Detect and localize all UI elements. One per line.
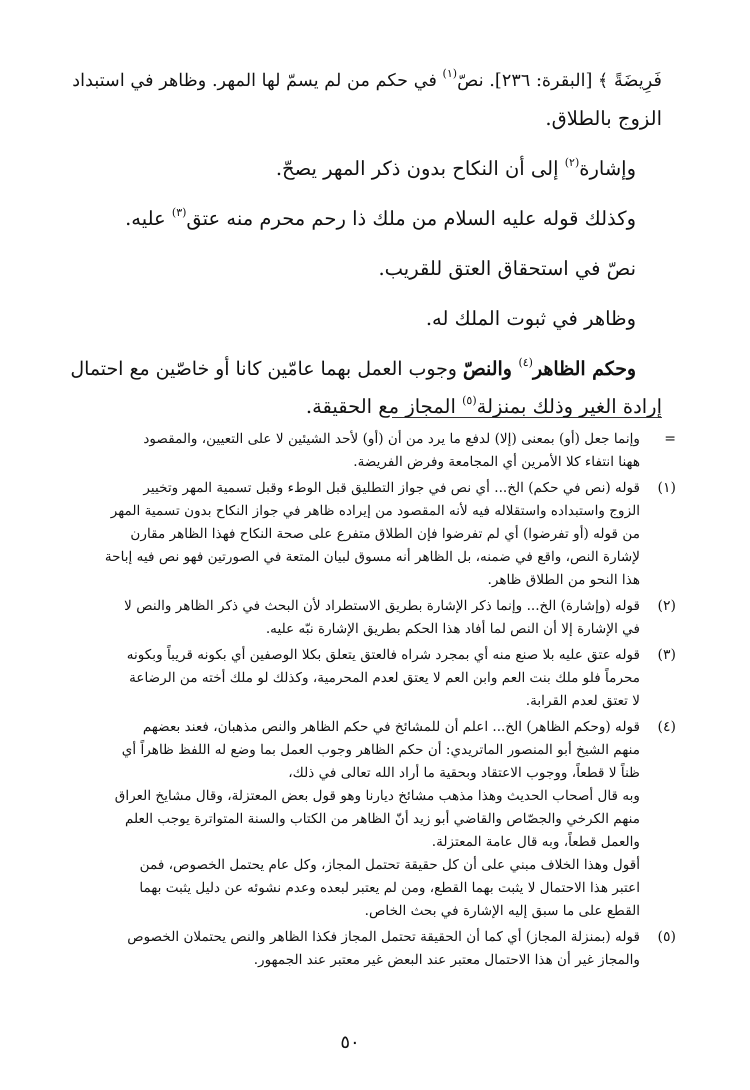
footnote-ref[interactable]: (٥): [462, 394, 477, 407]
footnote-line: لا تعتق لعدم القرابة.: [525, 693, 640, 709]
text-span: وإشارة: [579, 157, 636, 180]
footnote-line: هذا النحو من الطلاق ظاهر.: [487, 572, 640, 588]
text-span: وكذلك قوله عليه السلام من ملك ذا رحم محرم منه عتق: [186, 207, 636, 230]
footnote-number: (٣): [657, 647, 676, 663]
text-span: إرادة الغير وذلك بمنزلة: [476, 395, 662, 418]
text-span: وجوب العمل بهما عامّين كانا أو خاصّين مع احتمال: [70, 358, 463, 380]
footnote-number: (٤): [657, 719, 676, 735]
footnote-line: اعتبر هذا الاحتمال لا يثبت بهما القطع، ومن لم يعتبر لبعده وعدم نشوئه عن دليل يثبت بهما: [139, 880, 640, 896]
footnote-line: محرماً فلو ملك بنت العم وابن العم لا يعتق لعدم المحرمية، وكذلك لو ملك أخته من الرضاعة: [129, 670, 640, 686]
footnote-line: ههنا انتفاء كلا الأمرين أي المجامعة وفرض الفريضة.: [353, 454, 640, 470]
footnote-body: [66, 716, 640, 923]
text-span: نصّ في استحقاق العتق للقريب.: [378, 257, 636, 280]
footnote-line: والمجاز غير أن هذا الاحتمال معتبر عند البعض غير معتبر عند الجمهور.: [253, 952, 640, 968]
footnote-number: (٥): [657, 929, 676, 945]
footnote-line: قوله (وحكم الظاهر) الخ... اعلم أن للمشائخ في حكم الظاهر والنص مذهبان، فعند بعضهم: [142, 719, 640, 735]
footnote-line: ظناً لا قطعاً، ووجوب الاعتقاد وبحقية ما أراد الله تعالى في ذلك،: [288, 765, 640, 781]
footnotes: [66, 428, 676, 972]
text-span: إلى أن النكاح بدون ذكر المهر يصحّ.: [275, 157, 565, 180]
text-span: وظاهر في ثبوت الملك له.: [425, 307, 636, 330]
footnote-line: من قوله (أو تفرضوا) أي لم تفرضوا فإن الطلاق متفرع على صحة النكاح فهذا الظاهر مقارن: [130, 526, 640, 542]
footnote-line: وبه قال أصحاب الحديث وهذا مذهب مشائخ ديارنا وهو قول بعض المعتزلة، وقال مشايخ العراق: [114, 788, 640, 804]
main-line-8: [66, 388, 662, 426]
bold-span: والنصّ: [462, 358, 519, 380]
footnote-line: قوله عتق عليه بلا صنع منه أي بمجرد شراه فالعتق يتعلق بكلا الوصفين أي بكونه قريباً وبكونه: [126, 647, 640, 663]
footnote-ref[interactable]: (٤): [518, 356, 533, 369]
footnote-line: في الإشارة إلا أن النص لما أفاد هذا الحكم بطريق الإشارة نبّه عليه.: [265, 621, 640, 637]
footnote-body: [66, 595, 640, 641]
footnote-line: أقول وهذا الخلاف مبني على أن كل حقيقة تحتمل المجاز، وكل عام يحتمل الخصوص، فمن: [139, 857, 640, 873]
main-line-4: [66, 200, 662, 238]
text-span: فَرِيضَةً ﴾ [البقرة: ٢٣٦]. نصّ: [457, 71, 662, 91]
footnote-3: [66, 644, 676, 713]
text-span: الزوج بالطلاق.: [545, 107, 662, 130]
footnote-2: [66, 595, 676, 641]
footnote-4: [66, 716, 676, 923]
text-span: في حكم من لم يسمّ لها المهر. وظاهر في استبداد: [72, 71, 443, 91]
text-span: عليه.: [125, 207, 172, 230]
footnote-line: منهم الكرخي والجصّاص والقاضي أبو زيد أنّ الظاهر من الكتاب والسنة المتواترة يوجب العلم: [125, 811, 640, 827]
main-line-5: [66, 250, 662, 288]
footnote-body: [66, 644, 640, 713]
footnote-5: [66, 926, 676, 972]
main-line-1: [66, 62, 662, 100]
footnote-line: قوله (بمنزلة المجاز) أي كما أن الحقيقة تحتمل المجاز فكذا الظاهر والنص يحتملان الخصوص: [127, 929, 640, 945]
footnote-line: منهم الشيخ أبو المنصور الماتريدي: أن حكم الظاهر وجوب العمل بما وضع له اللفظ ظاهراً أي: [121, 742, 640, 758]
page-number: ٥٠: [340, 1032, 360, 1053]
footnote-number: =: [664, 431, 676, 447]
footnote-line: قوله (نص في حكم) الخ... أي نص في جواز التطليق قبل الوطء وقبل تسمية المهر وتخيير: [143, 480, 640, 496]
footnote-continued: [66, 428, 676, 474]
footnote-body: [66, 428, 640, 474]
bold-span: وحكم الظاهر: [532, 358, 636, 380]
footnote-line: وإنما جعل (أو) بمعنى (إلا) لدفع ما يرد من أن (أو) لأحد الشيئين لا على التعيين، والمقصود: [143, 431, 640, 447]
footnote-ref[interactable]: (٢): [564, 156, 580, 169]
footnote-ref[interactable]: (٣): [171, 206, 187, 219]
footnote-separator: [392, 417, 662, 418]
footnote-line: قوله (وإشارة) الخ... وإنما ذكر الإشارة بطريق الاستطراد لأن البحث في ذكر الظاهر والنص لا: [124, 598, 640, 614]
main-line-2: [66, 100, 662, 138]
footnote-number: (٢): [657, 598, 676, 614]
footnote-line: لإشارة النص، واقع في ضمنه، بل الظاهر أنه مسوق لبيان المتعة في الصورتين فهو نص فيه إباحة: [104, 549, 640, 565]
footnote-body: [66, 926, 640, 972]
footnote-ref[interactable]: (١): [442, 67, 458, 80]
footnote-line: الزوج واستبداده واستقلاله فيه لأنه المقصود من إيراده ظاهر في جواز النكاح بدون تسمية المهر: [110, 503, 640, 519]
footnote-line: والعمل قطعاً، وبه قال عامة المعتزلة.: [431, 834, 640, 850]
footnote-body: [66, 477, 640, 592]
footnote-number: (١): [657, 480, 676, 496]
main-text: [66, 62, 662, 426]
main-line-7: [66, 350, 662, 388]
main-line-3: [66, 150, 662, 188]
main-line-6: [66, 300, 662, 338]
footnote-1: [66, 477, 676, 592]
footnote-line: القطع على ما سبق إليه الإشارة في بحث الخاص.: [364, 903, 640, 919]
text-span: المجاز مع الحقيقة.: [305, 395, 463, 418]
